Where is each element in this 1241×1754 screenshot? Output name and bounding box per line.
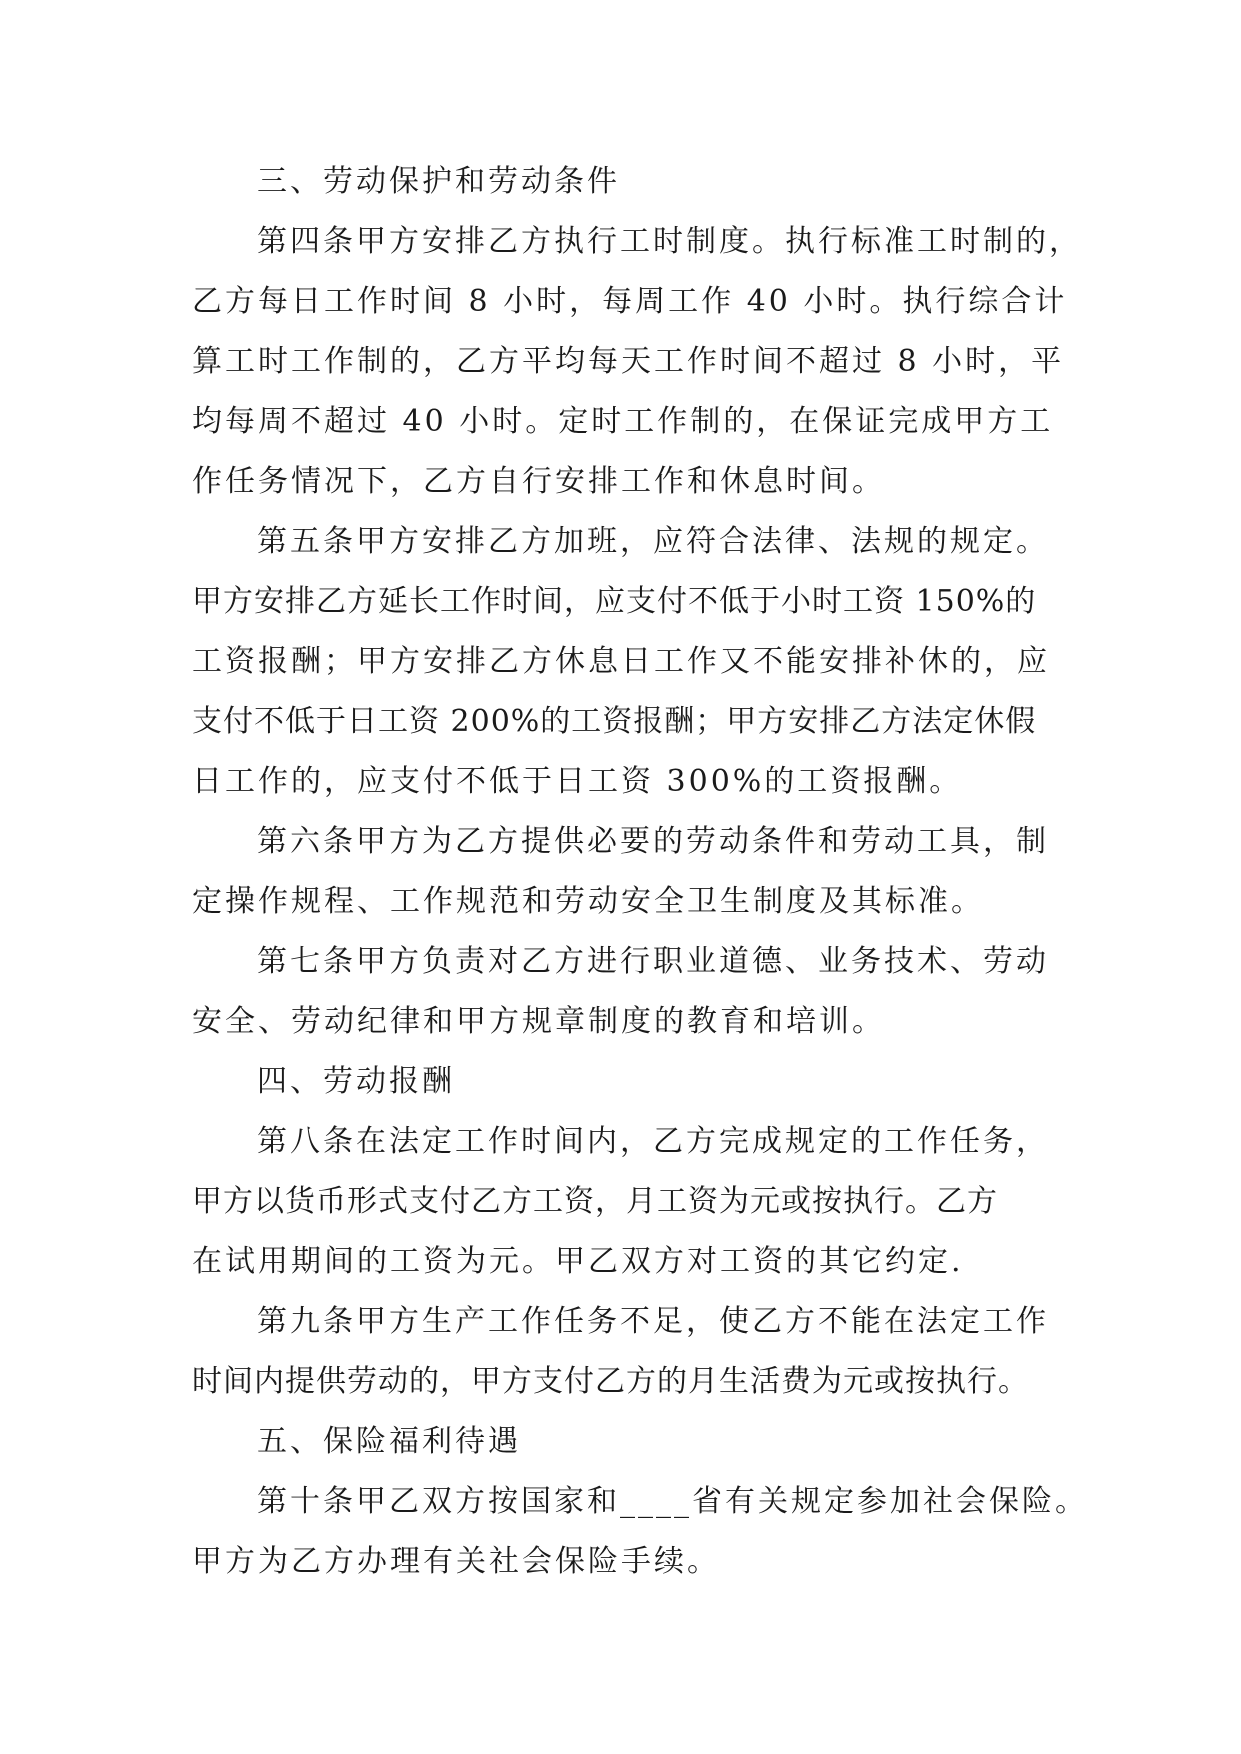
paragraph-line: 第六条甲方为乙方提供必要的劳动条件和劳动工具，制 <box>257 824 1049 859</box>
paragraph-line: 第四条甲方安排乙方执行工时制度。执行标准工时制的， <box>257 224 1082 259</box>
paragraph-line: 第九条甲方生产工作任务不足，使乙方不能在法定工作 <box>257 1304 1049 1339</box>
paragraph-line: 甲方为乙方办理有关社会保险手续。 <box>192 1544 720 1579</box>
paragraph-line: 算工时工作制的，乙方平均每天工作时间不超过 8 小时，平 <box>192 344 1065 379</box>
paragraph-line: 第十条甲乙双方按国家和____省有关规定参加社会保险。 <box>257 1484 1088 1519</box>
paragraph-line: 在试用期间的工资为元。甲乙双方对工资的其它约定. <box>192 1244 964 1279</box>
paragraph-line: 安全、劳动纪律和甲方规章制度的教育和培训。 <box>192 1004 885 1039</box>
paragraph-line: 支付不低于日工资 200%的工资报酬；甲方安排乙方法定休假 <box>192 704 1037 739</box>
paragraph-line: 作任务情况下，乙方自行安排工作和休息时间。 <box>192 464 885 499</box>
paragraph-line: 第五条甲方安排乙方加班，应符合法律、法规的规定。 <box>257 524 1049 559</box>
paragraph-line: 甲方安排乙方延长工作时间，应支付不低于小时工资 150%的 <box>192 584 1037 619</box>
paragraph-line: 甲方以货币形式支付乙方工资，月工资为元或按执行。乙方 <box>192 1184 998 1219</box>
section-heading: 三、劳动保护和劳动条件 <box>257 164 620 199</box>
document-body <box>192 152 1088 1592</box>
paragraph-line: 第七条甲方负责对乙方进行职业道德、业务技术、劳动 <box>257 944 1049 979</box>
section-heading: 四、劳动报酬 <box>257 1064 455 1099</box>
paragraph-line: 均每周不超过 40 小时。定时工作制的，在保证完成甲方工 <box>192 404 1054 439</box>
paragraph-line: 日工作的，应支付不低于日工资 300%的工资报酬。 <box>192 764 963 799</box>
paragraph-line: 第八条在法定工作时间内，乙方完成规定的工作任务， <box>257 1124 1049 1159</box>
paragraph-line: 时间内提供劳动的，甲方支付乙方的月生活费为元或按执行。 <box>192 1364 1029 1399</box>
paragraph-line: 乙方每日工作时间 8 小时，每周工作 40 小时。执行综合计 <box>192 284 1068 319</box>
paragraph-line: 工资报酬；甲方安排乙方休息日工作又不能安排补休的，应 <box>192 644 1050 679</box>
paragraph-line: 定操作规程、工作规范和劳动安全卫生制度及其标准。 <box>192 884 984 919</box>
section-heading: 五、保险福利待遇 <box>257 1424 521 1459</box>
